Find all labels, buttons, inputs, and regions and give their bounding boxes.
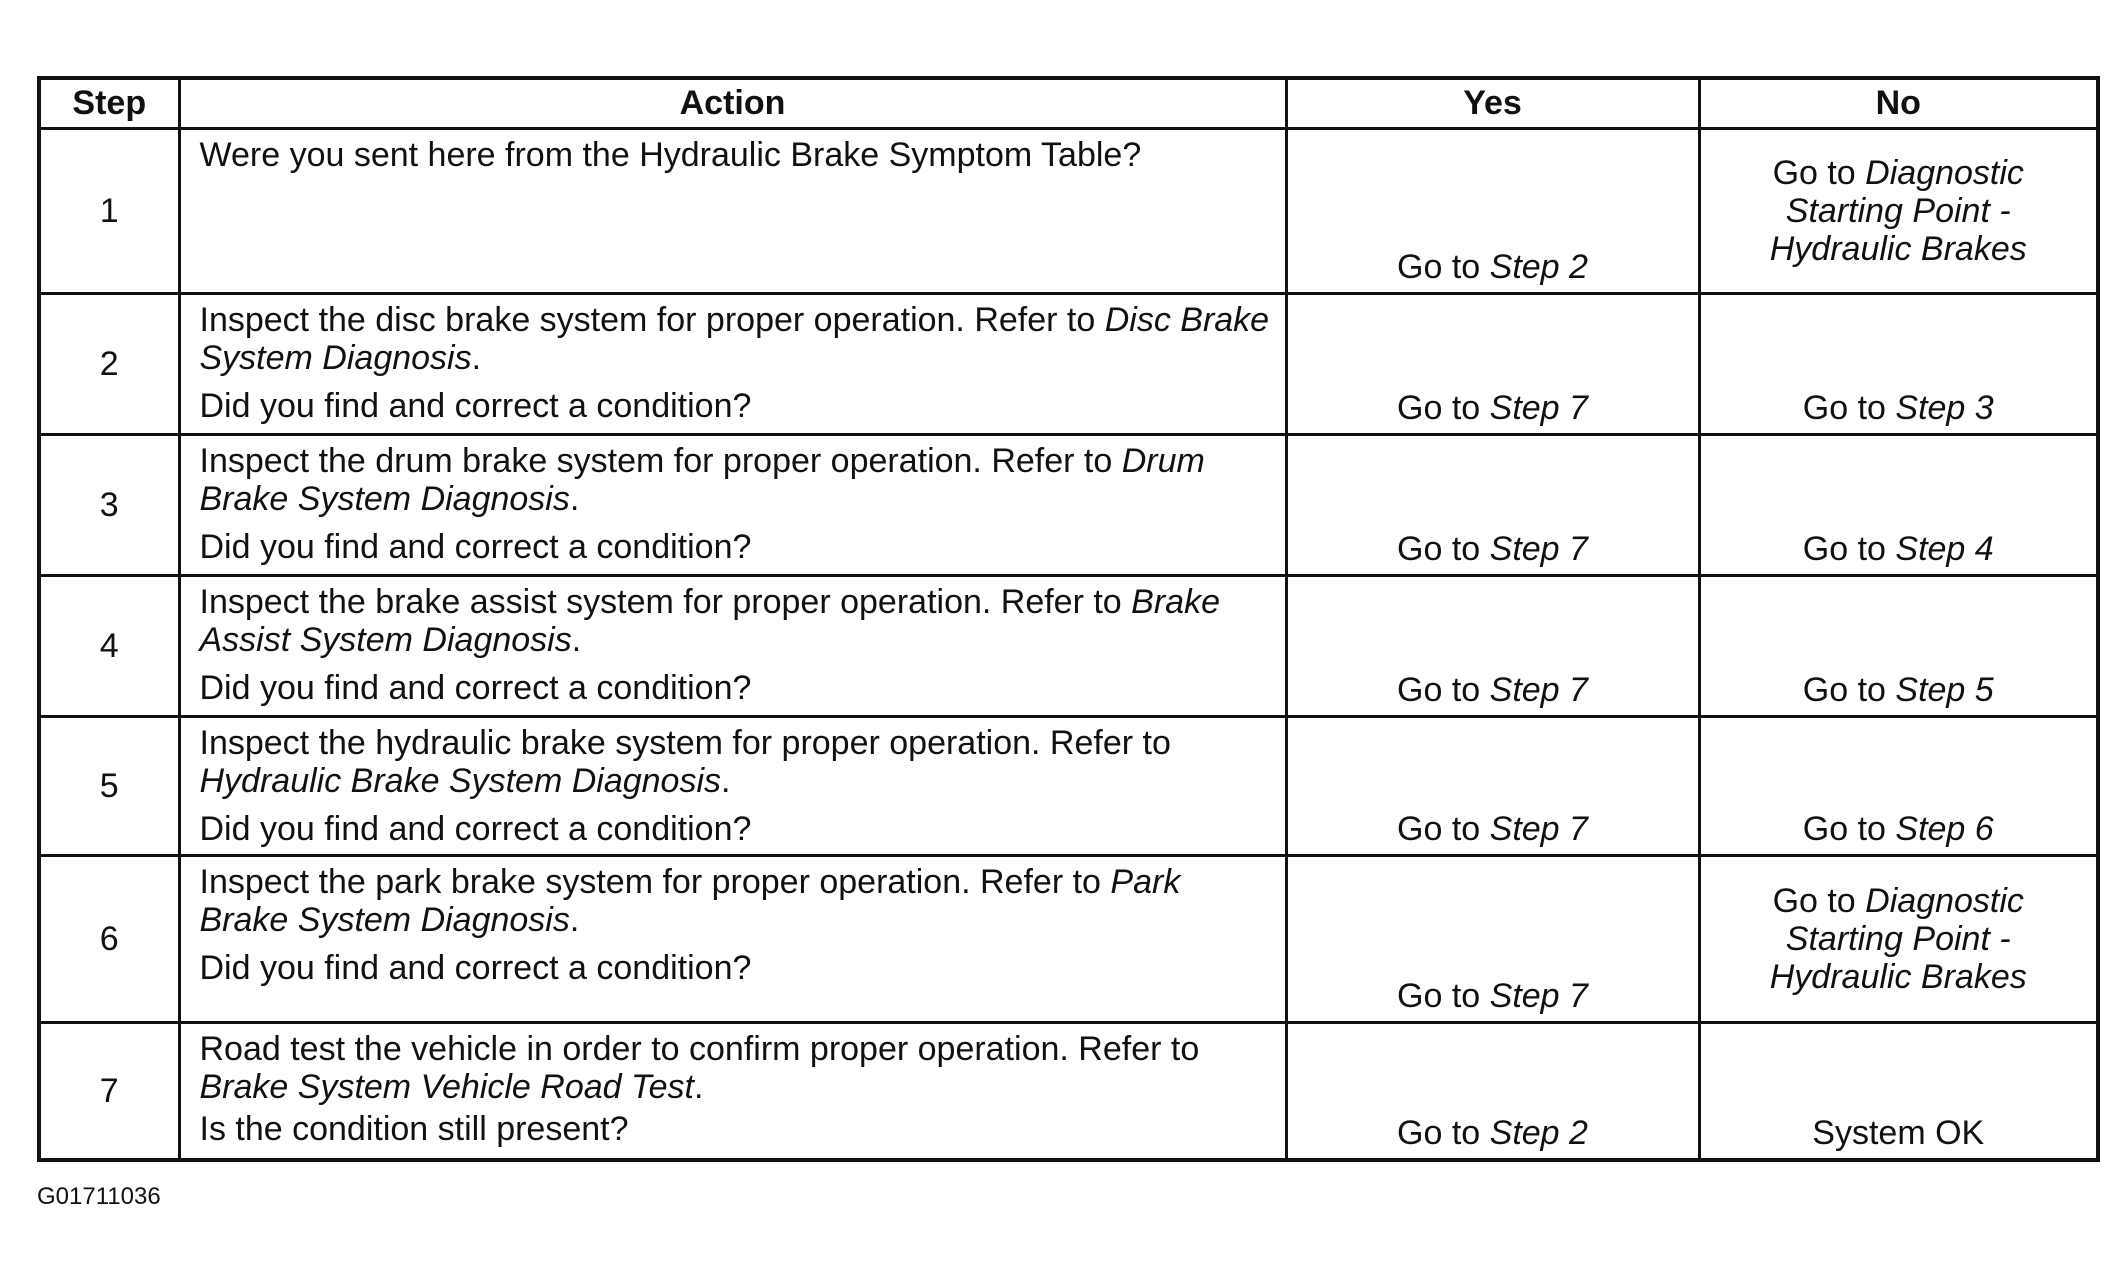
step-number: 2 — [39, 294, 179, 435]
no-cell — [1699, 856, 2098, 1023]
step-number: 3 — [39, 435, 179, 576]
no-reference: Diagnostic Starting Point - Hydraulic Brakes — [1769, 882, 2027, 996]
step-number: 5 — [39, 717, 179, 856]
table-header-row — [39, 78, 2098, 129]
action-text: Inspect the disc brake system for proper operation. Refer to Disc Brake System Diagnosis. — [199, 301, 1270, 377]
yes-prefix: Go to — [1397, 1113, 1490, 1152]
action-question: Did you find and correct a condition? — [199, 669, 752, 707]
yes-cell — [1286, 717, 1699, 856]
yes-reference: Step 7 — [1489, 810, 1588, 848]
no-cell — [1699, 129, 2098, 294]
no-prefix: System OK — [1812, 1113, 1985, 1152]
action-cell — [179, 717, 1286, 856]
yes-prefix: Go to — [1397, 977, 1490, 1015]
no-reference: Step 3 — [1895, 389, 1994, 427]
yes-cell — [1286, 856, 1699, 1023]
action-text: Inspect the park brake system for proper operation. Refer to Park Brake System Diagnosis. — [199, 863, 1181, 939]
action-text: Road test the vehicle in order to confirm proper operation. Refer to Brake System Vehicle Road Test. — [199, 1030, 1200, 1106]
action-question: Did you find and correct a condition? — [199, 528, 752, 566]
yes-reference: Step 2 — [1489, 1113, 1588, 1152]
table-row — [39, 717, 2098, 856]
figure-id-label: G01711036 — [37, 1183, 161, 1210]
step-number: 4 — [39, 576, 179, 717]
yes-reference: Step 7 — [1489, 389, 1588, 427]
action-reference: Hydraulic Brake System Diagnosis — [199, 762, 722, 800]
yes-prefix: Go to — [1397, 671, 1490, 709]
yes-prefix: Go to — [1397, 248, 1490, 286]
action-reference: Brake System Vehicle Road Test — [199, 1068, 694, 1106]
no-cell — [1699, 717, 2098, 856]
action-cell — [179, 576, 1286, 717]
action-reference: Disc Brake System Diagnosis — [199, 301, 1270, 377]
yes-reference: Step 7 — [1489, 530, 1588, 568]
step-number: 7 — [39, 1023, 179, 1160]
action-cell — [179, 856, 1286, 1023]
yes-reference: Step 7 — [1489, 671, 1588, 709]
no-prefix: Go to — [1772, 154, 1866, 192]
table-row — [39, 294, 2098, 435]
no-cell — [1699, 1023, 2098, 1160]
no-prefix: Go to — [1802, 389, 1896, 427]
no-prefix: Go to — [1802, 810, 1896, 848]
table-row — [39, 129, 2098, 294]
no-reference: Step 4 — [1895, 530, 1994, 568]
header-yes: Yes — [1286, 78, 1699, 129]
yes-cell — [1286, 1023, 1699, 1160]
yes-prefix: Go to — [1397, 530, 1490, 568]
action-cell — [179, 294, 1286, 435]
yes-cell — [1286, 129, 1699, 294]
action-cell — [179, 1023, 1286, 1160]
action-cell — [179, 435, 1286, 576]
action-text: Inspect the hydraulic brake system for proper operation. Refer to Hydraulic Brake System Diagnosis. — [199, 724, 1171, 800]
no-cell — [1699, 435, 2098, 576]
header-step: Step — [39, 78, 179, 129]
yes-prefix: Go to — [1397, 810, 1490, 848]
action-reference: Brake Assist System Diagnosis — [199, 583, 1220, 659]
yes-prefix: Go to — [1397, 389, 1490, 427]
table-row — [39, 576, 2098, 717]
step-number: 1 — [39, 129, 179, 294]
action-reference: Park Brake System Diagnosis — [199, 863, 1181, 939]
no-prefix: Go to — [1802, 530, 1896, 568]
no-cell — [1699, 294, 2098, 435]
diagnostic-table — [37, 76, 2100, 1162]
action-question: Did you find and correct a condition? — [199, 387, 752, 425]
yes-reference: Step 7 — [1489, 977, 1588, 1015]
no-cell — [1699, 576, 2098, 717]
yes-reference: Step 2 — [1489, 248, 1588, 286]
action-text: Were you sent here from the Hydraulic Brake Symptom Table? — [199, 136, 1142, 174]
no-prefix: Go to — [1802, 671, 1896, 709]
table-row — [39, 856, 2098, 1023]
no-reference: Step 5 — [1895, 671, 1994, 709]
action-question: Did you find and correct a condition? — [199, 949, 752, 987]
action-cell — [179, 129, 1286, 294]
action-text: Inspect the drum brake system for proper operation. Refer to Drum Brake System Diagnosis. — [199, 442, 1205, 518]
action-reference: Drum Brake System Diagnosis — [199, 442, 1205, 518]
no-reference: Diagnostic Starting Point - Hydraulic Brakes — [1769, 154, 2027, 268]
action-text: Inspect the brake assist system for proper operation. Refer to Brake Assist System Diagnosis. — [199, 583, 1220, 659]
no-prefix: Go to — [1772, 882, 1866, 920]
no-reference: Step 6 — [1895, 810, 1994, 848]
yes-cell — [1286, 435, 1699, 576]
action-question: Is the condition still present? — [199, 1110, 629, 1148]
action-question: Did you find and correct a condition? — [199, 810, 752, 848]
table-row — [39, 435, 2098, 576]
step-number: 6 — [39, 856, 179, 1023]
yes-cell — [1286, 294, 1699, 435]
yes-cell — [1286, 576, 1699, 717]
header-no: No — [1699, 78, 2098, 129]
header-action: Action — [179, 78, 1286, 129]
table-row — [39, 1023, 2098, 1160]
